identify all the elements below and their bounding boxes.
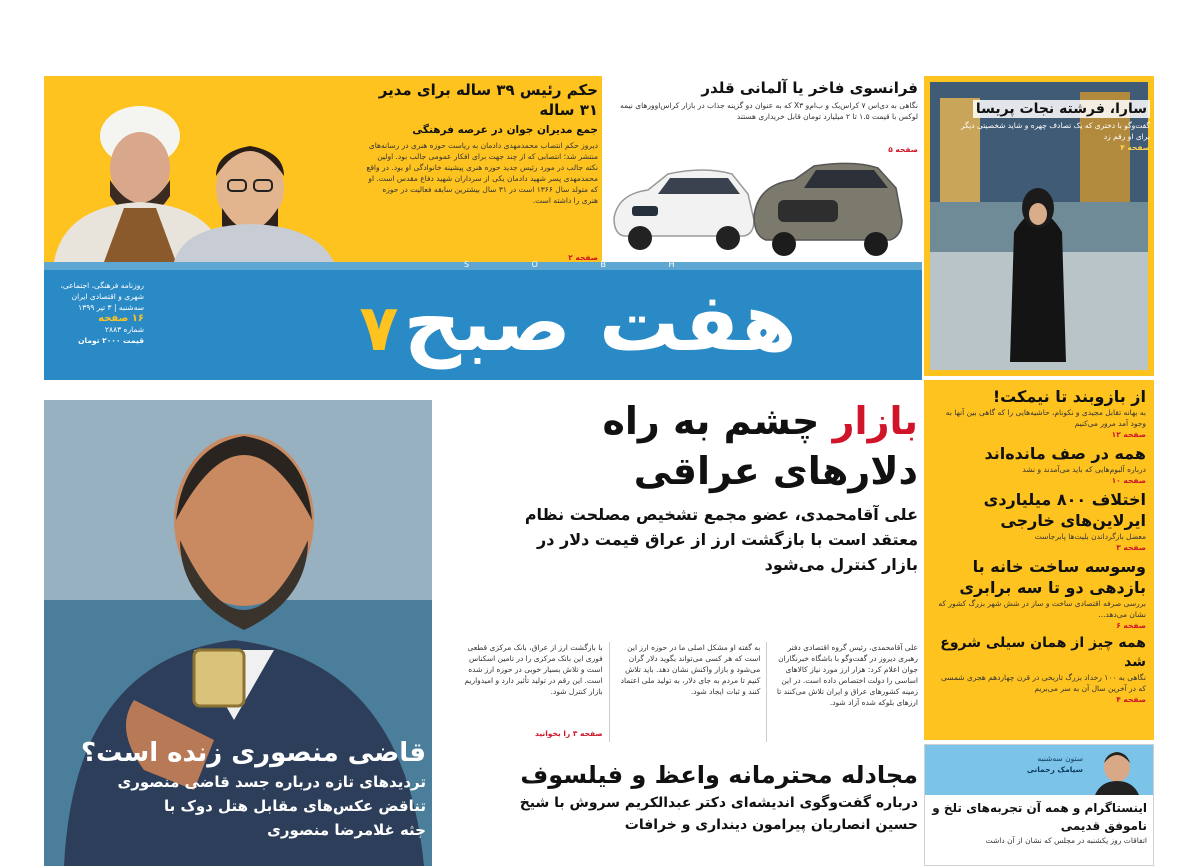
right-item-body: معضل بازگرداندن بلیت‌ها پابرجاست [1034,532,1146,541]
main-headline-accent: بازار [832,399,918,443]
portrait-illustration [44,76,362,262]
top-center-page-ref[interactable]: صفحه ۵ [888,145,918,154]
paper-issue: شماره ۲۸۸۳ [105,325,144,334]
top-right-feature [924,76,1154,376]
main-headline-rest: چشم به راه [602,399,820,443]
masthead-band [44,262,922,380]
right-item-ref: صفحه ۴ [1116,695,1146,704]
paper-price: قیمت ۲۰۰۰ تومان [78,336,144,345]
paper-description: روزنامه فرهنگی، اجتماعی، شهری و اقتصادی ایران [60,281,144,301]
main-deck: علی آقامحمدی، عضو مجمع تشخیص مصلحت نظام معتقد است با بازگشت ارز از عراق قیمت دلار در بازار کنترل می‌شود [524,505,918,574]
bottom-center-story[interactable] [444,758,918,836]
right-item-title: از بازوبند تا نیمکت! [992,387,1146,406]
right-item-2[interactable] [932,443,1146,486]
bottom-center-title: مجادله محترمانه واعظ و فیلسوف [520,761,918,789]
main-headline [444,396,918,446]
opinion-box[interactable] [924,744,1154,866]
right-item-title: همه در صف مانده‌اند [984,444,1146,463]
right-item-body: درباره آلبوم‌هایی که باید می‌آمدند و نشد [1022,465,1146,474]
mansouri-bullet-3: جثه غلامرضا منصوری [267,821,426,839]
right-item-4[interactable] [932,556,1146,631]
right-item-body: به بهانه تقابل مجیدی و نکونام، حاشیه‌هایی را که گاهی بین آنها به وجود آمد مرور می‌کنیم [945,408,1146,428]
right-news-column [924,380,1154,740]
top-left-body: دیروز حکم انتصاب محمدمهدی دادمان به ریاست حوزه هنری در رسانه‌های منتشر شد؛ انتصابی که از چند جهت برای افکار عمومی جالب بود. اولین نکته جالب در مورد رئیس جدید حوزه هنری پیشینه خانوادگی او بود. در واقع محمدمهدی پسر شهید دادمان یکی از سرداران شهید دفاع مقدس است. او که متولد سال ۱۳۶۶ است در ۳۱ سال بیشترین سابقه فعالیت در حوزه هنری را داشته است. [366,141,598,205]
right-item-5[interactable] [932,634,1146,705]
mansouri-bullet-1: تردیدهای تازه درباره جسد قاضی منصوری [117,773,426,791]
mansouri-title: قاضی منصوری زنده است؟ [81,738,426,768]
main-more-ref[interactable]: صفحه ۳ را بخوانید [535,729,603,738]
masthead-strip-text: S O B H [464,260,705,269]
top-center-feature [604,76,922,262]
bottom-center-deck: درباره گفت‌وگوی اندیشه‌ای دکتر عبدالکریم سروش با شیخ حسین انصاریان پیرامون دینداری و خرافات [519,795,918,833]
mansouri-story[interactable] [44,400,432,866]
opinion-column-label: ستون سه‌شنبه [1037,754,1083,763]
paper-logo[interactable] [274,268,874,378]
logo-number: ۷ [359,292,399,366]
main-col-right: علی آقامحمدی، رئیس گروه اقتصادی دفتر رهبری دیروز در گفت‌وگو با باشگاه خبرنگاران جوان اعلام کرد: هزار ارز مورد نیاز کالاهای اساسی را دولت اختصاص داده است. در این زمینه کشورهای عراق و ایران تلاش می‌کنند تا ارزهای بلوکه شده آزاد شود. [776,643,918,707]
right-item-title: وسوسه ساخت خانه با بازدهی دو تا سه برابری [959,557,1146,597]
opinion-body: اتفاقات روز یکشنبه در مجلس که نشان از آن داشت [985,836,1147,845]
top-right-page-ref[interactable]: صفحه ۴ [1120,143,1150,152]
main-story[interactable] [444,396,918,577]
right-item-body: نگاهی به ۱۰۰ رخداد بزرگ تاریخی در قرن چهاردهم هجری شمسی که در آخرین سال آن به سر می‌بریم [941,673,1146,693]
cars-photo [608,160,908,260]
right-item-3[interactable] [932,489,1146,553]
right-item-title: اختلاف ۸۰۰ میلیاردی ایرلاین‌های خارجی [983,490,1146,530]
paper-date: سه‌شنبه | ۳ تیر ۱۳۹۹ [78,303,144,312]
right-item-ref: صفحه ۳ [1116,543,1146,552]
top-right-body: گفت‌وگو با دختری که یک تصادف چهره و شاید شخصیتی دیگر برای او رقم زد [960,121,1150,141]
right-item-ref: صفحه ۱۰ [1111,476,1146,485]
top-left-subtitle: جمع مدیران جوان در عرصه فرهنگی [412,124,598,136]
main-col-left: با بازگشت ارز از عراق، بانک مرکزی قطعی فوری این بانک مرکزی را در تامین اسکناس است و تلاش بسیار خوبی در حوزه ارز شده است. این رقم در تولید تأثیر دارد و امیدواریم بازار کنترل شود. [464,643,603,696]
top-center-title[interactable]: فرانسوی فاخر یا آلمانی قلدر [701,79,918,97]
right-item-title: همه چیز از همان سیلی شروع شد [940,635,1146,670]
logo-text: هفت صبح [403,276,797,369]
right-item-ref: صفحه ۱۲ [1111,430,1146,439]
top-right-title[interactable]: سارا، فرشته نجات پریسا [973,100,1150,118]
opinion-author: سیامک رحمانی [1026,765,1083,774]
opinion-title: اینستاگرام و همه آن تجربه‌های تلخ و ناموفق قدیمی [932,801,1147,833]
right-item-ref: صفحه ۶ [1116,621,1146,630]
right-item-body: بررسی صرفه اقتصادی ساخت و ساز در شش شهر بزرگ کشور که نشان می‌دهد... [938,599,1146,619]
author-avatar [1091,747,1143,795]
main-headline-line2: دلارهای عراقی [633,449,918,493]
top-left-feature [44,76,602,262]
main-body-columns [460,642,918,742]
top-left-title[interactable]: حکم رئیس ۳۹ ساله برای مدیر ۳۱ ساله [378,81,598,119]
main-col-middle: به گفته او مشکل اصلی ما در حوزه ارز این است که هر کسی می‌تواند بگوید دلار گران می‌شود و بازار واکنش نشان دهد. باید تلاش کنیم تا مردم به جای دلار، به تولید ملی اعتماد کنند و ثبات ایجاد شود. [618,642,768,742]
right-item-1[interactable] [932,386,1146,440]
clerics-photo [44,76,362,262]
paper-pages: ۱۶ صفحه [98,313,144,324]
opinion-header [925,745,1153,795]
top-left-page-ref[interactable]: صفحه ۲ [568,253,598,262]
top-center-body: نگاهی به دی‌اس ۷ کراس‌بک و ب‌ام‌و X۳ که به عنوان دو گزینه جذاب در بازار کراس‌اوورهای نیمه لوکس با قیمت ۱.۵ تا ۲ میلیارد تومان قابل خریداری هستند [620,101,918,121]
mansouri-bullet-2: تناقض عکس‌های مقابل هتل دوک با [163,797,426,815]
